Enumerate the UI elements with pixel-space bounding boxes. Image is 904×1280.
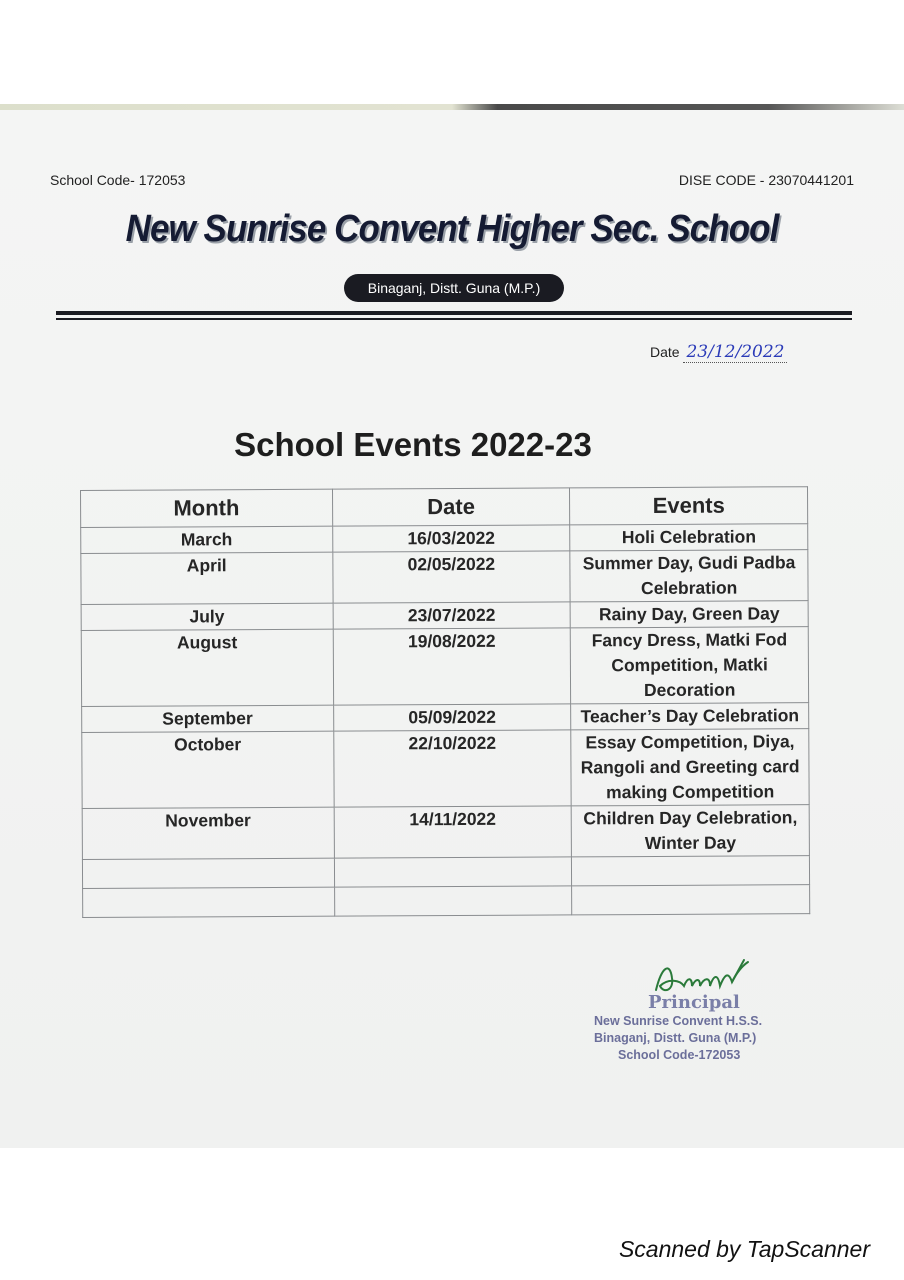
cell-empty [572,885,810,915]
cell-empty [572,856,810,886]
table-row [81,524,808,554]
cell-events: Holi Celebration [570,524,808,551]
column-header-month: Month [81,489,333,527]
cell-date: 19/08/2022 [333,628,571,705]
date-value: 23/12/2022 [683,342,787,363]
school-name: New Sunrise Convent Higher Sec. School [125,208,779,250]
cell-date: 02/05/2022 [332,551,570,603]
scanner-watermark: Scanned by TapScanner [618,1236,870,1262]
stamp-line: Binaganj, Distt. Guna (M.P.) [594,1031,757,1045]
header-rule-thick [56,311,852,315]
column-header-events: Events [570,487,808,525]
table-row [82,729,809,809]
cell-date: 14/11/2022 [334,806,572,858]
date-label: Date [650,344,680,360]
cell-date: 05/09/2022 [333,704,571,731]
cell-month: November [82,807,334,859]
events-table [80,486,810,918]
table-row-empty [83,885,810,918]
principal-stamp [588,992,818,1064]
cell-month: October [82,731,334,808]
dise-code: DISE CODE - 23070441201 [678,172,854,188]
cell-month: April [81,552,333,604]
table-row [82,805,809,860]
cell-empty [83,887,335,917]
table-row [81,601,808,631]
scanned-page [0,104,904,1148]
stamp-principal: Principal [648,992,740,1013]
cell-events: Teacher’s Day Celebration [571,703,809,730]
cell-events: Fancy Dress, Matki Fod Competition, Matki Decoration [571,627,809,704]
cell-month: August [81,629,333,706]
cell-date: 23/07/2022 [333,602,571,629]
stamp-line: School Code-172053 [618,1048,741,1062]
cell-empty [334,886,572,916]
school-address: Binaganj, Distt. Guna (M.P.) [344,274,564,302]
cell-events: Rainy Day, Green Day [570,601,808,628]
cell-month: March [81,526,333,553]
cell-month: September [82,705,334,732]
column-header-date: Date [332,488,570,526]
cell-date: 16/03/2022 [332,525,570,552]
table-row [81,550,808,605]
cell-events: Children Day Celebration, Winter Day [571,805,809,857]
cell-events: Summer Day, Gudi Padba Celebration [570,550,808,602]
date-row [650,342,787,363]
cell-month: July [81,603,333,630]
table-header-row [81,487,808,528]
document-title: School Events 2022-23 [234,426,592,463]
paper-edge [0,104,904,110]
table-row-empty [82,856,809,889]
table-row [82,703,809,733]
cell-empty [82,858,334,888]
header-rule-thin [56,318,852,320]
cell-empty [334,857,572,887]
cell-events: Essay Competition, Diya, Rangoli and Greeting card making Competition [571,729,809,806]
stamp-line: New Sunrise Convent H.S.S. [594,1014,763,1028]
school-code: School Code- 172053 [50,172,186,188]
cell-date: 22/10/2022 [333,730,571,807]
table-row [81,627,808,707]
